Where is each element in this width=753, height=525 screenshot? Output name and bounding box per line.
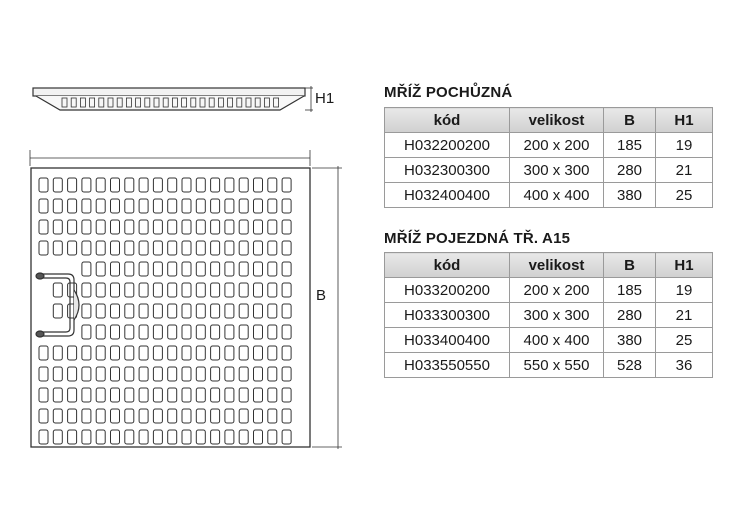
grate-slot <box>125 304 134 318</box>
grate-slot <box>182 304 191 318</box>
grate-slot <box>211 262 220 276</box>
grate-slot <box>268 388 277 402</box>
grate-slot <box>111 388 120 402</box>
cell-code: H033400400 <box>385 328 510 353</box>
section-title-walkable-grate: MŘÍŽ POCHŮZNÁ <box>384 84 513 101</box>
grate-slot <box>125 430 134 444</box>
grate-slot <box>196 283 205 297</box>
header-h1: H1 <box>656 108 713 133</box>
grate-slot <box>282 325 291 339</box>
grate-slot <box>211 283 220 297</box>
grate-slot <box>125 409 134 423</box>
grate-slot <box>168 283 177 297</box>
grate-slot <box>168 388 177 402</box>
grate-slot <box>196 199 205 213</box>
grate-slot <box>82 241 91 255</box>
grate-slot <box>139 241 148 255</box>
grate-slot <box>196 430 205 444</box>
cell-b: 185 <box>604 278 656 303</box>
grate-slot <box>68 346 77 360</box>
grate-slot <box>53 367 62 381</box>
grate-slot <box>168 430 177 444</box>
cell-code: H032400400 <box>385 183 510 208</box>
grate-slot <box>168 220 177 234</box>
grate-slot <box>182 325 191 339</box>
grate-slot <box>211 367 220 381</box>
grate-slot <box>196 409 205 423</box>
grate-slot <box>125 262 134 276</box>
header-size: velikost <box>510 253 604 278</box>
grate-slot <box>39 220 48 234</box>
grate-slot <box>168 409 177 423</box>
grate-slot <box>254 241 263 255</box>
grate-slot <box>239 220 248 234</box>
grate-slot <box>182 241 191 255</box>
grate-slot <box>225 241 234 255</box>
grate-slot <box>153 367 162 381</box>
grate-technical-drawing <box>0 0 370 525</box>
table-header-row <box>385 253 713 278</box>
grate-slot <box>211 178 220 192</box>
grate-slot <box>211 430 220 444</box>
cell-size: 300 x 300 <box>510 303 604 328</box>
grate-slot <box>125 367 134 381</box>
grate-slot <box>82 346 91 360</box>
grate-slot <box>39 409 48 423</box>
grate-slot <box>182 199 191 213</box>
grate-slot <box>53 283 62 297</box>
grate-slot <box>268 241 277 255</box>
cell-h1: 19 <box>656 133 713 158</box>
grate-slot <box>182 430 191 444</box>
grate-slot <box>111 283 120 297</box>
grate-slot <box>254 346 263 360</box>
header-h1: H1 <box>656 253 713 278</box>
cell-b: 280 <box>604 303 656 328</box>
table-row <box>385 328 713 353</box>
grate-slot <box>182 178 191 192</box>
grate-slot <box>39 178 48 192</box>
grate-slot <box>39 367 48 381</box>
grate-slot <box>211 241 220 255</box>
grate-slot <box>225 262 234 276</box>
grate-slot <box>82 388 91 402</box>
grate-slot <box>82 199 91 213</box>
cell-size: 200 x 200 <box>510 278 604 303</box>
grate-slot <box>268 283 277 297</box>
grate-slot <box>53 178 62 192</box>
spec-table-walkable <box>384 107 713 208</box>
grate-slot <box>68 430 77 444</box>
grate-slot <box>68 241 77 255</box>
cell-h1: 25 <box>656 328 713 353</box>
grate-slot <box>111 262 120 276</box>
grate-slot <box>225 430 234 444</box>
table-row <box>385 353 713 378</box>
grate-slot <box>239 262 248 276</box>
grate-slot <box>96 262 105 276</box>
grate-slot <box>196 241 205 255</box>
spec-table-drivable <box>384 252 713 378</box>
grate-slot <box>268 262 277 276</box>
grate-slot <box>39 199 48 213</box>
grate-slot <box>239 367 248 381</box>
cell-code: H032200200 <box>385 133 510 158</box>
grate-slot <box>225 367 234 381</box>
grate-slot <box>239 199 248 213</box>
grate-slot <box>225 409 234 423</box>
grate-slot <box>82 409 91 423</box>
grate-slot <box>254 325 263 339</box>
grate-slot <box>153 199 162 213</box>
header-code: kód <box>385 253 510 278</box>
grate-slot <box>282 220 291 234</box>
cell-size: 300 x 300 <box>510 158 604 183</box>
table-row <box>385 303 713 328</box>
grate-slot <box>254 430 263 444</box>
grate-slot <box>282 178 291 192</box>
cell-code: H033200200 <box>385 278 510 303</box>
cell-b: 185 <box>604 133 656 158</box>
grate-slot <box>125 241 134 255</box>
grate-slot <box>139 346 148 360</box>
cell-b: 380 <box>604 328 656 353</box>
grate-slot <box>111 367 120 381</box>
grate-slot <box>82 178 91 192</box>
grate-slot <box>239 409 248 423</box>
cell-h1: 36 <box>656 353 713 378</box>
grate-slot <box>153 283 162 297</box>
grate-side-view <box>33 86 313 112</box>
grate-slot <box>153 325 162 339</box>
grate-slot <box>268 220 277 234</box>
cell-h1: 21 <box>656 303 713 328</box>
cell-size: 400 x 400 <box>510 328 604 353</box>
grate-slot <box>39 241 48 255</box>
grate-slot <box>68 367 77 381</box>
b-dimension-label: B <box>316 287 327 304</box>
grate-slot <box>153 388 162 402</box>
grate-slot <box>53 430 62 444</box>
grate-slot <box>254 199 263 213</box>
grate-slot <box>239 283 248 297</box>
grate-slot <box>211 346 220 360</box>
header-size: velikost <box>510 108 604 133</box>
table-row <box>385 158 713 183</box>
grate-slot <box>225 325 234 339</box>
grate-slot <box>96 346 105 360</box>
grate-slot <box>196 220 205 234</box>
h1-dimension-label: H1 <box>315 90 335 107</box>
grate-slot <box>39 346 48 360</box>
cell-code: H033550550 <box>385 353 510 378</box>
grate-slot <box>282 367 291 381</box>
grate-slot <box>282 409 291 423</box>
cell-b: 528 <box>604 353 656 378</box>
grate-slot <box>254 262 263 276</box>
cell-h1: 19 <box>656 278 713 303</box>
grate-slot <box>196 325 205 339</box>
grate-slot <box>139 262 148 276</box>
grate-slot <box>153 220 162 234</box>
grate-slot <box>96 220 105 234</box>
grate-slot <box>111 346 120 360</box>
grate-slot <box>96 283 105 297</box>
cell-code: H033300300 <box>385 303 510 328</box>
grate-slot <box>239 325 248 339</box>
grate-slot <box>196 304 205 318</box>
grate-slot <box>282 241 291 255</box>
cell-h1: 21 <box>656 158 713 183</box>
grate-slot <box>254 304 263 318</box>
grate-slot <box>225 220 234 234</box>
grate-slot <box>82 367 91 381</box>
grate-slot <box>53 304 62 318</box>
grate-slot <box>96 241 105 255</box>
grate-slot <box>168 199 177 213</box>
grate-slot <box>39 430 48 444</box>
grate-slot <box>139 304 148 318</box>
grate-slot <box>125 178 134 192</box>
grate-slot <box>153 241 162 255</box>
grate-slot <box>254 409 263 423</box>
grate-slot <box>96 367 105 381</box>
grate-slot <box>225 283 234 297</box>
grate-slot <box>139 409 148 423</box>
grate-slot <box>182 367 191 381</box>
header-b: B <box>604 108 656 133</box>
grate-slot <box>182 388 191 402</box>
grate-slot <box>53 409 62 423</box>
grate-slot <box>268 178 277 192</box>
grate-slot <box>153 409 162 423</box>
grate-slot <box>68 178 77 192</box>
grate-slot <box>39 388 48 402</box>
table-row <box>385 183 713 208</box>
grate-slot <box>125 199 134 213</box>
grate-slot <box>153 304 162 318</box>
grate-slot <box>82 325 91 339</box>
grate-slot <box>168 367 177 381</box>
grate-slot <box>139 199 148 213</box>
grate-slot <box>125 220 134 234</box>
grate-slot <box>182 220 191 234</box>
grate-slot <box>82 304 91 318</box>
cell-b: 380 <box>604 183 656 208</box>
grate-slot <box>239 388 248 402</box>
grate-slot <box>282 430 291 444</box>
grate-slot <box>268 199 277 213</box>
grate-slot <box>82 430 91 444</box>
grate-slot <box>196 367 205 381</box>
grate-slot <box>96 409 105 423</box>
grate-top-view <box>30 150 342 449</box>
grate-slot <box>53 241 62 255</box>
grate-slot <box>139 388 148 402</box>
grate-slot <box>68 409 77 423</box>
grate-slot <box>82 220 91 234</box>
cell-b: 280 <box>604 158 656 183</box>
grate-slot <box>239 346 248 360</box>
grate-slot <box>111 409 120 423</box>
cell-size: 550 x 550 <box>510 353 604 378</box>
grate-slot <box>96 304 105 318</box>
grate-slot <box>125 388 134 402</box>
grate-slot <box>53 388 62 402</box>
grate-slot <box>111 220 120 234</box>
cell-size: 400 x 400 <box>510 183 604 208</box>
grate-slot <box>225 178 234 192</box>
table-row <box>385 278 713 303</box>
grate-slot <box>254 283 263 297</box>
grate-slot <box>96 325 105 339</box>
grate-slot <box>282 262 291 276</box>
grate-slot <box>225 199 234 213</box>
table-header-row <box>385 108 713 133</box>
grate-slot <box>168 346 177 360</box>
grate-slot <box>211 409 220 423</box>
grate-slot <box>153 178 162 192</box>
grate-slot <box>82 262 91 276</box>
grate-slot <box>111 325 120 339</box>
grate-slot <box>96 388 105 402</box>
grate-slot <box>53 346 62 360</box>
grate-slot <box>111 304 120 318</box>
grate-slot <box>268 430 277 444</box>
grate-slot <box>254 367 263 381</box>
grate-slot <box>168 178 177 192</box>
grate-slot <box>139 367 148 381</box>
header-code: kód <box>385 108 510 133</box>
grate-slot <box>282 304 291 318</box>
grate-slot <box>168 241 177 255</box>
grate-slot <box>139 283 148 297</box>
grate-slot <box>254 220 263 234</box>
grate-slot <box>211 388 220 402</box>
grate-slot <box>96 178 105 192</box>
grate-slot <box>82 283 91 297</box>
cell-size: 200 x 200 <box>510 133 604 158</box>
grate-slot <box>211 220 220 234</box>
grate-slot <box>53 220 62 234</box>
grate-slot <box>239 178 248 192</box>
grate-slot <box>182 262 191 276</box>
grate-slot <box>239 241 248 255</box>
grate-slot <box>196 178 205 192</box>
grate-slot <box>111 178 120 192</box>
grate-slot <box>268 325 277 339</box>
cell-h1: 25 <box>656 183 713 208</box>
grate-slot <box>139 178 148 192</box>
grate-slot <box>268 409 277 423</box>
grate-slot <box>239 430 248 444</box>
grate-slot <box>268 346 277 360</box>
grate-slot <box>225 304 234 318</box>
grate-slot <box>254 178 263 192</box>
grate-slot <box>211 199 220 213</box>
grate-slot <box>196 346 205 360</box>
grate-slot <box>268 367 277 381</box>
grate-slot <box>139 325 148 339</box>
table-row <box>385 133 713 158</box>
grate-slot <box>239 304 248 318</box>
grate-slot <box>182 283 191 297</box>
grate-slot <box>225 388 234 402</box>
grate-slot <box>96 199 105 213</box>
grate-slot <box>153 346 162 360</box>
grate-slot <box>53 199 62 213</box>
grate-slot <box>153 262 162 276</box>
grate-slot <box>182 409 191 423</box>
grate-slot <box>268 304 277 318</box>
grate-slot <box>282 346 291 360</box>
grate-slot <box>211 304 220 318</box>
grate-slot <box>96 430 105 444</box>
grate-slot <box>111 199 120 213</box>
header-b: B <box>604 253 656 278</box>
grate-slot <box>282 388 291 402</box>
grate-slot <box>196 262 205 276</box>
grate-slot <box>68 199 77 213</box>
grate-slot <box>168 325 177 339</box>
grate-slot <box>111 430 120 444</box>
grate-slot <box>139 220 148 234</box>
cell-code: H032300300 <box>385 158 510 183</box>
grate-slot <box>168 262 177 276</box>
section-title-drivable-grate: MŘÍŽ POJEZDNÁ TŘ. A15 <box>384 230 571 247</box>
grate-slot <box>254 388 263 402</box>
grate-slot <box>182 346 191 360</box>
grate-slot <box>68 220 77 234</box>
grate-slot <box>68 388 77 402</box>
grate-slot <box>139 430 148 444</box>
grate-slot <box>282 283 291 297</box>
grate-slot <box>125 325 134 339</box>
grate-slot <box>153 430 162 444</box>
grate-slot <box>125 346 134 360</box>
grate-slot <box>111 241 120 255</box>
grate-slot <box>168 304 177 318</box>
grate-slot <box>282 199 291 213</box>
grate-slot <box>225 346 234 360</box>
grate-slot <box>196 388 205 402</box>
grate-slot <box>211 325 220 339</box>
grate-slot <box>125 283 134 297</box>
